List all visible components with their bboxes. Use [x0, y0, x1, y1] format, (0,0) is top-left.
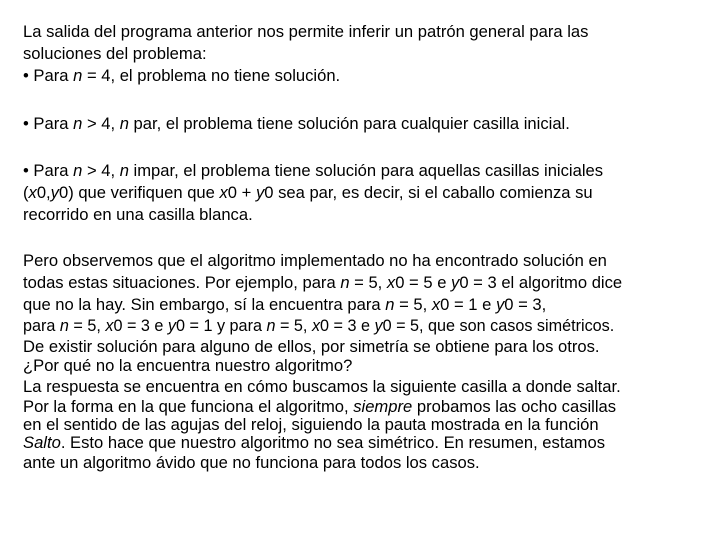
bullet-item: • Para n > 4, n par, el problema tiene solución para cualquier casilla inicial. — [23, 114, 570, 133]
text-line: ¿Por qué no la encuentra nuestro algoritmo? — [23, 356, 353, 375]
text-line: La salida del programa anterior nos permite inferir un patrón general para las — [23, 22, 589, 41]
text-line: Salto. Esto hace que nuestro algoritmo no sea simétrico. En resumen, estamos — [23, 433, 606, 452]
text-line: para n = 5, x0 = 3 e y0 = 1 y para n = 5, x0 = 3 e y0 = 5, que son casos simétricos. — [23, 317, 615, 335]
text-line: soluciones del problema: — [23, 44, 207, 63]
text-line: La respuesta se encuentra en cómo buscamos la siguiente casilla a donde saltar. — [23, 377, 621, 396]
text-line: que no la hay. Sin embargo, sí la encuentra para n = 5, x0 = 1 e y0 = 3, — [23, 295, 547, 314]
text-line: Pero observemos que el algoritmo implementado no ha encontrado solución en — [23, 251, 607, 270]
text-line: (x0,y0) que verifiquen que x0 + y0 sea par, es decir, si el caballo comienza su — [23, 183, 593, 202]
text-line: ante un algoritmo ávido que no funciona para todos los casos. — [23, 453, 480, 472]
bullet-item: • Para n > 4, n impar, el problema tiene solución para aquellas casillas iniciales — [23, 161, 604, 180]
text-line: Por la forma en la que funciona el algoritmo, siempre probamos las ocho casillas — [23, 397, 617, 416]
text-line: todas estas situaciones. Por ejemplo, para n = 5, x0 = 5 e y0 = 3 el algoritmo dice — [23, 273, 623, 292]
bullet-item: • Para n = 4, el problema no tiene solución. — [23, 66, 341, 85]
text-line: De existir solución para alguno de ellos, por simetría se obtiene para los otros. — [23, 337, 600, 356]
text-line: recorrido en una casilla blanca. — [23, 205, 253, 224]
text-line: en el sentido de las agujas del reloj, siguiendo la pauta mostrada en la función — [23, 415, 599, 434]
